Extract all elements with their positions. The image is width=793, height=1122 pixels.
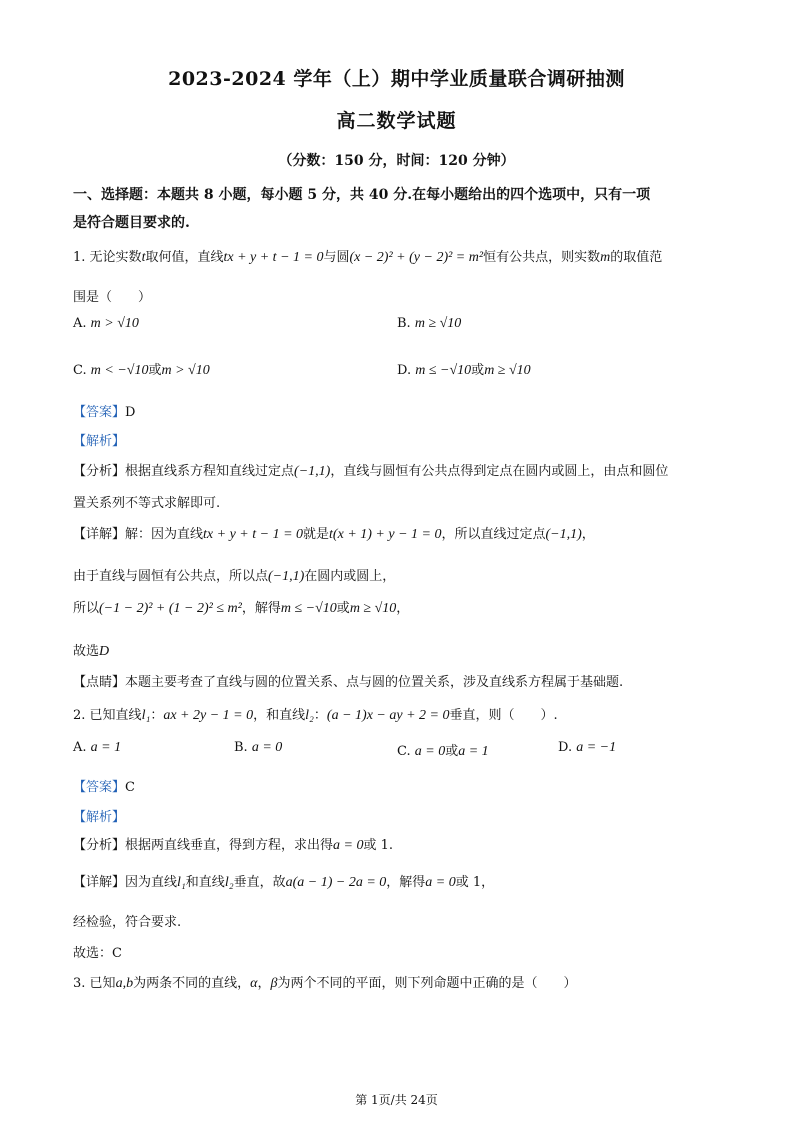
section-heading-line2: 是符合题目要求的. (73, 215, 190, 231)
option-label: D. (397, 363, 412, 378)
q1-fenxi (73, 460, 668, 480)
math: (−1,1) (545, 527, 582, 542)
answer-label: 【答案】 (73, 405, 126, 420)
option-label: C. (73, 363, 87, 378)
text: ，直线与圆恒有公共点得到定点在圆内或圆上，由点和圆位 (330, 464, 669, 479)
text: 本题主要考查了直线与圆的位置关系、点与圆的位置关系，涉及直线系方程属于基础题. (125, 675, 624, 690)
text: 和直线 (185, 875, 225, 890)
q1-text: 无论实数 (89, 250, 142, 265)
q1-fenxi-cont: 置关系列不等式求解即可. (73, 496, 221, 511)
option-value: m ≤ −√10 (415, 363, 472, 378)
option-or: 或 (471, 363, 485, 378)
q2-option-c (397, 740, 489, 760)
q1-var-m: m (600, 250, 611, 265)
exam-title: 2023-2024 学年（上）期中学业质量联合调研抽测 (168, 68, 625, 90)
math: a = 0 (333, 838, 364, 853)
option-label: B. (234, 740, 248, 755)
q3-number: 3. (73, 976, 86, 991)
math: t(x + 1) + y − 1 = 0 (329, 527, 442, 542)
text: ， (257, 976, 271, 991)
q1-detail (73, 523, 595, 543)
analysis-label: 【解析】 (73, 810, 126, 825)
math: tx + y + t − 1 = 0 (203, 527, 304, 542)
text: ，和直线 (253, 708, 306, 723)
fenxi-label: 【分析】 (73, 838, 126, 853)
q1-option-b (397, 316, 461, 332)
q2-option-a (73, 740, 121, 756)
text: ： (313, 708, 327, 723)
text: 在圆内或圆上， (304, 569, 396, 584)
math: β (270, 976, 278, 991)
q1-analysis (73, 430, 125, 449)
math: a,b (115, 976, 134, 991)
math: (−1 − 2)² + (1 − 2)² ≤ m² (99, 601, 242, 616)
q1-dianjing (73, 671, 623, 690)
exam-subtitle: 高二数学试题 (336, 110, 457, 132)
text: 为两个不同的平面，则下列命题中正确的是（ ） (277, 976, 577, 991)
section-heading-line1: 一、选择题：本题共 8 小题，每小题 5 分，共 40 分.在每小题给出的四个选项中，只有一项 (73, 187, 651, 203)
q1-text: 的取值范 (610, 250, 663, 265)
q1-option-c (73, 359, 210, 379)
text: 或 1. (363, 838, 394, 853)
text: 由于直线与圆恒有公共点，所以点 (73, 569, 269, 584)
q2-detail (73, 871, 494, 891)
option-label: C. (397, 744, 411, 759)
q2-check: 经检验，符合要求. (73, 915, 182, 930)
answer-label: 【答案】 (73, 780, 126, 795)
text: 或 1， (455, 875, 495, 890)
option-value: m > √10 (90, 316, 139, 331)
math: (a − 1)x − ay + 2 = 0 (326, 708, 450, 723)
option-or: 或 (445, 744, 459, 759)
math: m ≤ −√10 (280, 601, 337, 616)
q2-fenxi (73, 834, 393, 854)
q1-text: 与圆 (323, 250, 350, 265)
text: 解：因为直线 (125, 527, 204, 542)
q1-var-t: t (141, 250, 146, 265)
math: (−1,1) (268, 569, 305, 584)
math: m ≥ √10 (349, 601, 397, 616)
q2-option-b (234, 740, 282, 756)
math: D (99, 644, 110, 659)
text: 为两条不同的直线， (133, 976, 251, 991)
math: a = 0 (425, 875, 456, 890)
option-value: m < −√10 (90, 363, 149, 378)
math: l₂ (224, 875, 234, 890)
q1-detail3 (73, 597, 409, 617)
q2-analysis (73, 806, 125, 825)
text: 根据两直线垂直，得到方程，求出得 (125, 838, 334, 853)
option-value: a = 0 (414, 744, 446, 759)
analysis-label: 【解析】 (73, 434, 126, 449)
text: ， (581, 527, 595, 542)
math: l₂ (305, 708, 314, 723)
text: 所以 (73, 601, 100, 616)
text: 垂直，故 (233, 875, 286, 890)
text: 就是 (303, 527, 330, 542)
math: l₁ (141, 708, 151, 723)
page-footer: 第 1页/共 24页 (355, 1093, 438, 1107)
option-value: a = 1 (458, 744, 489, 759)
text: 已知 (89, 976, 116, 991)
score-info: （分数：150 分，时间：120 分钟） (278, 153, 515, 169)
text: ，解得 (386, 875, 426, 890)
q1-text: 恒有公共点，则实数 (483, 250, 601, 265)
option-label: A. (73, 740, 87, 755)
q1-option-d (397, 359, 531, 379)
answer-value: C (125, 780, 135, 795)
q1-number: 1. (73, 250, 86, 265)
text: 垂直，则（ ）. (449, 708, 558, 723)
q1-choose (73, 640, 109, 660)
option-label: B. (397, 316, 411, 331)
text: ，解得 (241, 601, 281, 616)
option-value: a = 0 (251, 740, 283, 755)
option-label: D. (558, 740, 573, 755)
xiangjie-label: 【详解】 (73, 875, 126, 890)
text: ，所以直线过定点 (441, 527, 546, 542)
math: α (250, 976, 258, 991)
q1-text: 取何值，直线 (145, 250, 224, 265)
text: 故选 (73, 644, 100, 659)
math: a(a − 1) − 2a = 0 (285, 875, 387, 890)
answer-value: D (125, 405, 136, 420)
option-value: m ≥ √10 (414, 316, 462, 331)
option-value: a = −1 (576, 740, 617, 755)
q1-line-equation: tx + y + t − 1 = 0 (223, 250, 324, 265)
option-label: A. (73, 316, 87, 331)
dianjing-label: 【点睛】 (73, 675, 126, 690)
q1-option-a (73, 316, 139, 332)
q3-stem (73, 972, 576, 992)
text: 已知直线 (89, 708, 142, 723)
q1-stem (73, 246, 662, 266)
math: ax + 2y − 1 = 0 (163, 708, 254, 723)
option-value: m ≥ √10 (484, 363, 531, 378)
q2-answer (73, 776, 135, 795)
option-value: m > √10 (161, 363, 210, 378)
math: l₁ (177, 875, 186, 890)
q2-option-d (558, 740, 616, 756)
q1-stem-cont: 围是（ ） (73, 290, 152, 305)
option-or: 或 (148, 363, 162, 378)
q2-stem (73, 704, 558, 724)
text: ： (150, 708, 164, 723)
q1-detail2 (73, 565, 395, 585)
text: 根据直线系方程知直线过定点 (125, 464, 295, 479)
q2-choose: 故选：C (73, 946, 122, 961)
q1-answer (73, 401, 135, 420)
option-value: a = 1 (90, 740, 122, 755)
text: 或 (336, 601, 350, 616)
q2-number: 2. (73, 708, 86, 723)
fenxi-label: 【分析】 (73, 464, 126, 479)
q1-circle-equation: (x − 2)² + (y − 2)² = m² (349, 250, 484, 265)
text: 因为直线 (125, 875, 178, 890)
xiangjie-label: 【详解】 (73, 527, 126, 542)
text: ， (396, 601, 410, 616)
math: (−1,1) (294, 464, 331, 479)
